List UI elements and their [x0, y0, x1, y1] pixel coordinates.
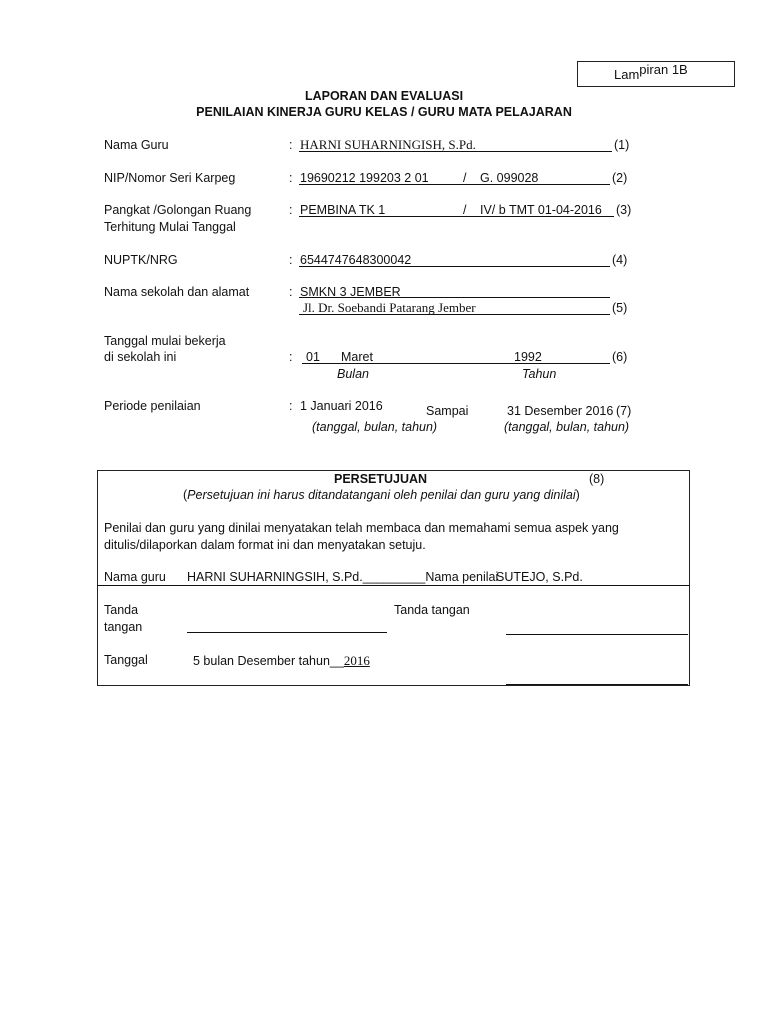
persetujuan-title: PERSETUJUAN — [334, 472, 428, 486]
nama-guru-value: HARNI SUHARNINGISH, S.Pd. — [300, 137, 476, 152]
tanggal-mulai-label: Tanggal mulai bekerja — [104, 334, 226, 348]
nama-guru-sign-value — [187, 570, 498, 584]
tanggal-mulai-colon: : — [289, 350, 293, 364]
sekolah-label: Nama sekolah dan alamat — [104, 285, 250, 299]
lampiran-suffix: piran 1B — [639, 62, 688, 77]
nama-guru-label: Nama Guru — [104, 138, 169, 152]
sekolah-colon: : — [289, 285, 293, 299]
nip-colon: : — [289, 171, 293, 185]
persetujuan-note — [183, 488, 580, 502]
nama-guru-colon: : — [289, 138, 293, 152]
pangkat-num: (3) — [616, 203, 632, 217]
nama-penilai-value: SUTEJO, S.Pd. — [496, 570, 583, 584]
note-text: Persetujuan ini harus ditandatangani oleh penilai dan guru yang dinilai — [187, 488, 576, 502]
pangkat-value: PEMBINA TK 1 — [300, 203, 386, 217]
nuptk-num: (4) — [612, 253, 628, 267]
pangkat-colon: : — [289, 203, 293, 217]
tahun-hint: Tahun — [522, 367, 557, 381]
sampai-label: Sampai — [426, 404, 469, 418]
periode-end: 31 Desember 2016 — [507, 404, 614, 418]
periode-end-hint: (tanggal, bulan, tahun) — [504, 420, 630, 434]
sekolah-value: SMKN 3 JEMBER — [300, 285, 401, 299]
nuptk-colon: : — [289, 253, 293, 267]
tanda-tangan-guru-line[interactable] — [187, 632, 387, 633]
lampiran-label — [614, 62, 688, 82]
periode-start: 1 Januari 2016 — [300, 399, 383, 413]
sekolah-ini-label: di sekolah ini — [104, 350, 177, 364]
lampiran-box — [577, 61, 735, 87]
pangkat-separator: / — [463, 203, 467, 217]
tanggal-mulai-day: 01 — [306, 350, 320, 364]
lampiran-prefix: Lam — [614, 67, 640, 82]
persetujuan-statement-line2: ditulis/dilaporkan dalam format ini dan menyatakan setuju. — [104, 538, 426, 552]
pangkat-label: Pangkat /Golongan Ruang — [104, 203, 252, 217]
karpeg-value: G. 099028 — [480, 171, 539, 185]
periode-num: (7) — [616, 404, 632, 418]
tanggal-mulai-num: (6) — [612, 350, 628, 364]
document-title: LAPORAN DAN EVALUASI — [304, 89, 464, 103]
document-subtitle: PENILAIAN KINERJA GURU KELAS / GURU MATA PELAJARAN — [196, 105, 572, 119]
tanggal-sign-text: 5 bulan Desember tahun — [193, 654, 330, 668]
nama-guru-num: (1) — [614, 138, 630, 152]
tanda-tangan-penilai-label: Tanda tangan — [394, 603, 470, 617]
periode-start-hint: (tanggal, bulan, tahun) — [312, 420, 438, 434]
golongan-value: IV/ b TMT 01-04-2016 — [480, 203, 602, 217]
persetujuan-statement-line1: Penilai dan guru yang dinilai menyatakan telah membaca dan memahami semua aspek yang — [104, 521, 619, 535]
nama-guru-sign-label: Nama guru — [104, 570, 166, 584]
note-open: ( — [183, 488, 188, 502]
tanggal-sign-label: Tanggal — [104, 653, 148, 667]
note-close: ) — [575, 488, 580, 502]
nip-value: 19690212 199203 2 01 — [300, 171, 429, 185]
bulan-hint: Bulan — [337, 367, 369, 381]
tanggal-mulai-month: Maret — [341, 350, 373, 364]
periode-label: Periode penilaian — [104, 399, 201, 413]
sekolah-num: (5) — [612, 301, 628, 315]
tanggal-sign-value — [193, 653, 370, 669]
tanda-tangan-penilai-line[interactable] — [506, 634, 688, 635]
tanggal-penilai-line[interactable] — [506, 684, 688, 685]
persetujuan-num: (8) — [589, 472, 605, 486]
tanda-tangan-guru-label-b: tangan — [104, 620, 143, 634]
nip-separator: / — [463, 171, 467, 185]
nip-label: NIP/Nomor Seri Karpeg — [104, 171, 236, 185]
nuptk-value: 6544747648300042 — [300, 253, 412, 267]
tanggal-sign-blank: __ — [329, 654, 344, 668]
periode-colon: : — [289, 399, 293, 413]
alamat-value: Jl. Dr. Soebandi Patarang Jember — [303, 300, 476, 315]
nuptk-label: NUPTK/NRG — [104, 253, 178, 267]
nip-num: (2) — [612, 171, 628, 185]
nama-penilai-label: Nama penilai — [425, 570, 499, 584]
tanggal-mulai-year: 1992 — [514, 350, 542, 364]
tanda-tangan-guru-label-a: Tanda — [104, 603, 139, 617]
tmt-label: Terhitung Mulai Tanggal — [104, 220, 236, 234]
tanggal-sign-year: 2016 — [343, 653, 370, 668]
nama-guru-sign-name: HARNI SUHARNINGSIH, S.Pd. — [187, 570, 363, 584]
nama-guru-sign-blank: _________ — [362, 570, 426, 584]
